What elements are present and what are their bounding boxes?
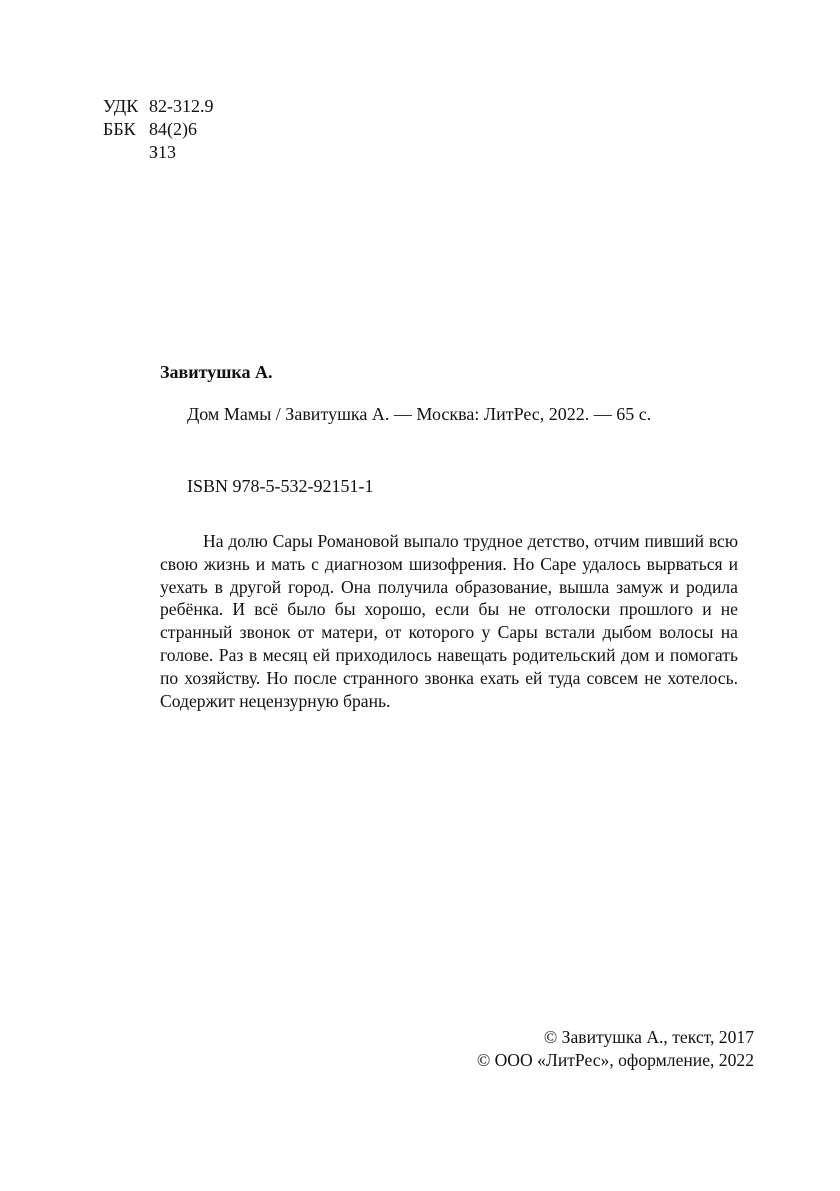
classification-codes [103, 95, 214, 164]
author-sign: З13 [149, 142, 177, 162]
annotation-paragraph: На долю Сары Романовой выпало трудное детство, отчим пивший всю свою жизнь и мать с диагнозом шизофрения. Но Саре удалось вырваться и уехать в другой город. Она получила образование, вышла замуж и родила ребёнка. И всё было бы хорошо, если бы не отголоски прошлого и не странный звонок от матери, от которого у Сары встали дыбом волосы на голове. Раз в месяц ей приходилось навещать родительский дом и помогать по хозяйству. Но после странного звонка ехать ей туда совсем не хотелось. Содержит нецензурную брань. [160, 531, 738, 711]
bbk-value: 84(2)6 [149, 119, 197, 139]
bbk-label: ББК [103, 119, 136, 139]
bibliographic-description: Дом Мамы / Завитушка А. — Москва: ЛитРес, 2022. — 65 с. [187, 404, 652, 424]
udk-label: УДК [103, 96, 139, 116]
isbn: ISBN 978-5-532-92151-1 [187, 476, 374, 496]
udk-row [103, 95, 214, 118]
copyright-text-line: © Завитушка А., текст, 2017 [543, 1027, 754, 1047]
bbk-row [103, 118, 214, 141]
copyright-design-line: © ООО «ЛитРес», оформление, 2022 [476, 1050, 754, 1070]
author-heading: Завитушка А. [160, 362, 273, 382]
udk-value: 82-312.9 [149, 96, 214, 116]
copyright-block [477, 1026, 754, 1072]
